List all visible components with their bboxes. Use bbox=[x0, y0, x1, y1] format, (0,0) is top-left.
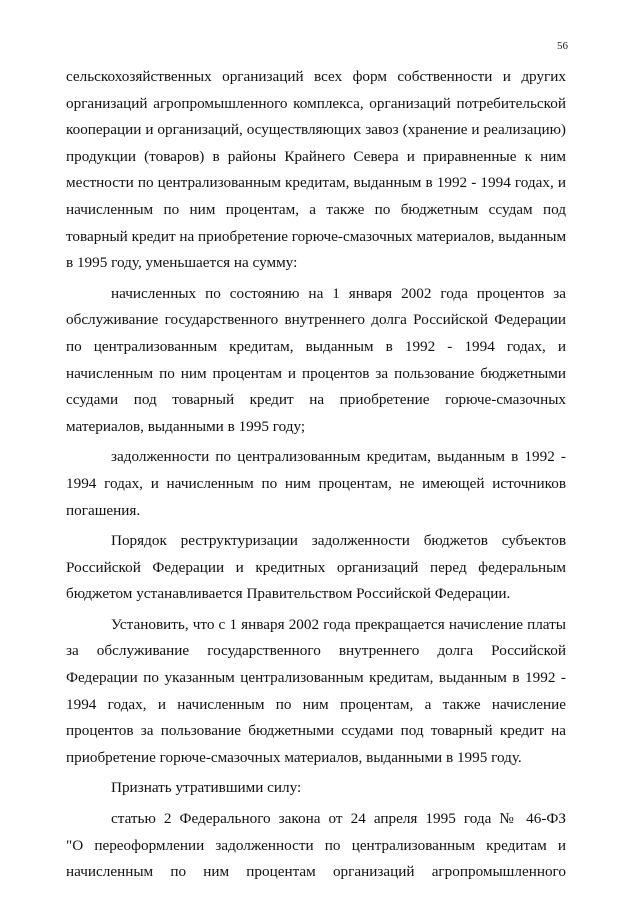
paragraph bbox=[66, 806, 566, 886]
text-line: 1994 годах, и начисленным по ним процентам, а также начисление bbox=[66, 695, 566, 713]
document-body bbox=[66, 64, 566, 886]
paragraph bbox=[66, 64, 566, 277]
text-line: бюджетом устанавливается Правительством Российской Федерации. bbox=[66, 585, 511, 603]
text-line: Признать утратившими силу: bbox=[111, 779, 302, 797]
text-line: за обслуживание государственного внутреннего долга Российской bbox=[66, 642, 566, 660]
text-line: товарный кредит на приобретение горюче-смазочных материалов, выданным bbox=[66, 227, 567, 245]
text-line: 1994 годах, и начисленным по ним процентам, не имеющей источников bbox=[66, 474, 566, 492]
text-line: начисленным по ним процентам организаций агропромышленного bbox=[66, 863, 566, 881]
paragraph bbox=[66, 775, 566, 802]
text-line: обслуживание государственного внутреннего долга Российской Федерации bbox=[66, 311, 566, 329]
text-line: начисленным по ним процентам, а также по бюджетным ссудам под bbox=[66, 200, 566, 218]
text-line: приобретение горюче-смазочных материалов, выданными в 1995 году. bbox=[66, 748, 522, 766]
text-line: погашения. bbox=[66, 501, 141, 519]
paragraph bbox=[66, 281, 566, 441]
text-line: Федерации по указанным централизованным кредитам, выданным в 1992 - bbox=[66, 669, 566, 687]
paragraph bbox=[66, 612, 566, 772]
text-line: процентов за пользование бюджетными ссудами под товарный кредит на bbox=[66, 722, 566, 740]
text-line: кооперации и организаций, осуществляющих завоз (хранение и реализацию) bbox=[66, 121, 566, 139]
text-line: начисленным по ним процентам и процентов за пользование бюджетными bbox=[66, 364, 566, 382]
text-line: ссудами под товарный кредит на приобретение горюче-смазочных bbox=[66, 391, 566, 409]
text-line: статью 2 Федерального закона от 24 апреля 1995 года № 46-ФЗ bbox=[111, 810, 566, 828]
text-line: "О переоформлении задолженности по централизованным кредитам и bbox=[66, 836, 566, 854]
text-line: материалов, выданными в 1995 году; bbox=[66, 417, 306, 435]
paragraph bbox=[66, 528, 566, 608]
text-line: Порядок реструктуризации задолженности бюджетов субъектов bbox=[111, 532, 566, 550]
text-line: организаций агропромышленного комплекса, организаций потребительской bbox=[66, 94, 566, 112]
page-number: 56 bbox=[557, 40, 568, 52]
paragraph bbox=[66, 444, 566, 524]
text-line: начисленных по состоянию на 1 января 2002 года процентов за bbox=[111, 284, 566, 302]
text-line: продукции (товаров) в районы Крайнего Севера и приравненные к ним bbox=[66, 147, 566, 165]
text-line: Российской Федерации и кредитных организаций перед федеральным bbox=[66, 558, 566, 576]
text-line: местности по централизованным кредитам, выданным в 1992 - 1994 годах, и bbox=[66, 174, 566, 192]
text-line: Установить, что с 1 января 2002 года прекращается начисление платы bbox=[111, 615, 566, 633]
text-line: в 1995 году, уменьшается на сумму: bbox=[66, 254, 298, 272]
text-line: сельскохозяйственных организаций всех форм собственности и других bbox=[66, 68, 566, 85]
text-line: задолженности по централизованным кредитам, выданным в 1992 - bbox=[111, 448, 566, 466]
text-line: по централизованным кредитам, выданным в 1992 - 1994 годах, и bbox=[66, 337, 566, 355]
